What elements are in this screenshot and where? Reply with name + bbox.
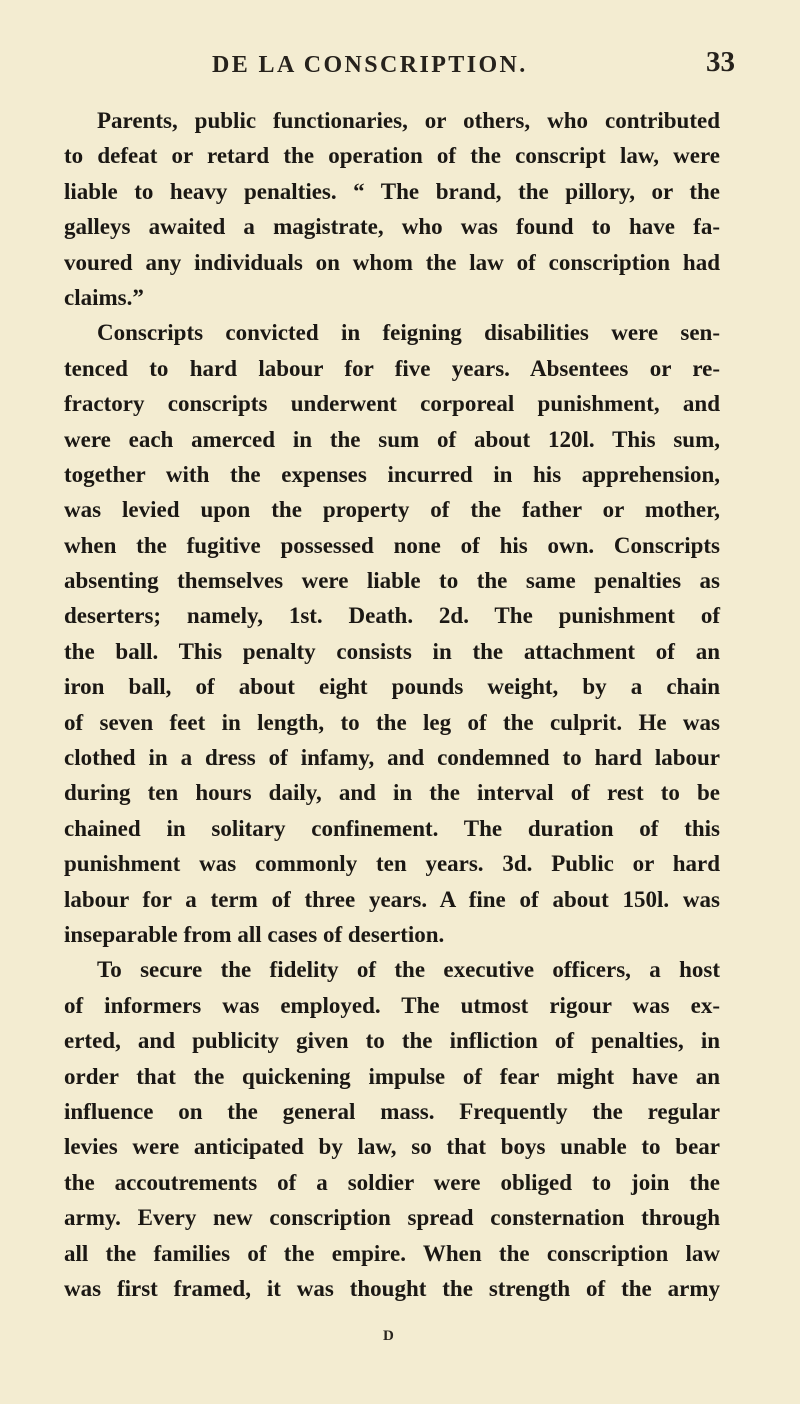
text-line: of informers was employed. The utmost rigour was ex- [64, 992, 720, 1018]
text-line: influence on the general mass. Frequently the regular [64, 1098, 720, 1124]
text-line: liable to heavy penalties. “ The brand, the pillory, or the [64, 178, 720, 204]
text-line: chained in solitary confinement. The duration of this [64, 815, 720, 841]
text-line: together with the expenses incurred in his apprehension, [64, 461, 720, 487]
text-line: voured any individuals on whom the law of conscription had [64, 249, 720, 275]
text-line: to defeat or retard the operation of the conscript law, were [64, 143, 720, 169]
running-title: DE LA CONSCRIPTION. [212, 52, 528, 78]
text-line: when the fugitive possessed none of his own. Conscripts [64, 532, 720, 558]
text-line: Parents, public functionaries, or others, who contributed [97, 108, 720, 133]
text-line: was first framed, it was thought the strength of the army [64, 1275, 720, 1301]
text-line: during ten hours daily, and in the interval of rest to be [64, 780, 720, 806]
text-line: was levied upon the property of the father or mother, [64, 497, 720, 523]
text-line: galleys awaited a magistrate, who was found to have fa- [64, 214, 720, 240]
text-line: order that the quickening impulse of fear might have an [64, 1063, 720, 1089]
text-line: fractory conscripts underwent corporeal punishment, and [64, 391, 720, 417]
text-line: Conscripts convicted in feigning disabilities were sen- [97, 320, 720, 346]
text-line: labour for a term of three years. A fine of about 150l. was [64, 886, 720, 912]
text-line: of seven feet in length, to the leg of the culprit. He was [64, 709, 720, 735]
text-line: To secure the fidelity of the executive officers, a host [97, 957, 720, 983]
text-line: army. Every new conscription spread consternation through [64, 1205, 720, 1231]
text-line: punishment was commonly ten years. 3d. Public or hard [64, 851, 720, 877]
text-line: were each amerced in the sum of about 120l. This sum, [64, 426, 720, 452]
text-line: absenting themselves were liable to the same penalties as [64, 568, 720, 594]
text-line: all the families of the empire. When the conscription law [64, 1240, 720, 1266]
text-line: the accoutrements of a soldier were obliged to join the [64, 1169, 720, 1195]
text-line: deserters; namely, 1st. Death. 2d. The punishment of [64, 603, 720, 629]
text-line: erted, and publicity given to the infliction of penalties, in [64, 1028, 720, 1054]
text-line: inseparable from all cases of desertion. [64, 921, 445, 947]
text-line: levies were anticipated by law, so that boys unable to bear [64, 1134, 720, 1160]
text-line: the ball. This penalty consists in the attachment of an [64, 638, 720, 664]
text-line: iron ball, of about eight pounds weight, by a chain [64, 674, 720, 700]
page-number: 33 [706, 46, 735, 78]
text-line: clothed in a dress of infamy, and condemned to hard labour [64, 745, 720, 771]
text-line: tenced to hard labour for five years. Absentees or re- [64, 355, 720, 381]
signature-mark: D [383, 1328, 394, 1344]
text-line: claims.” [64, 284, 144, 310]
body-text [64, 103, 720, 1306]
